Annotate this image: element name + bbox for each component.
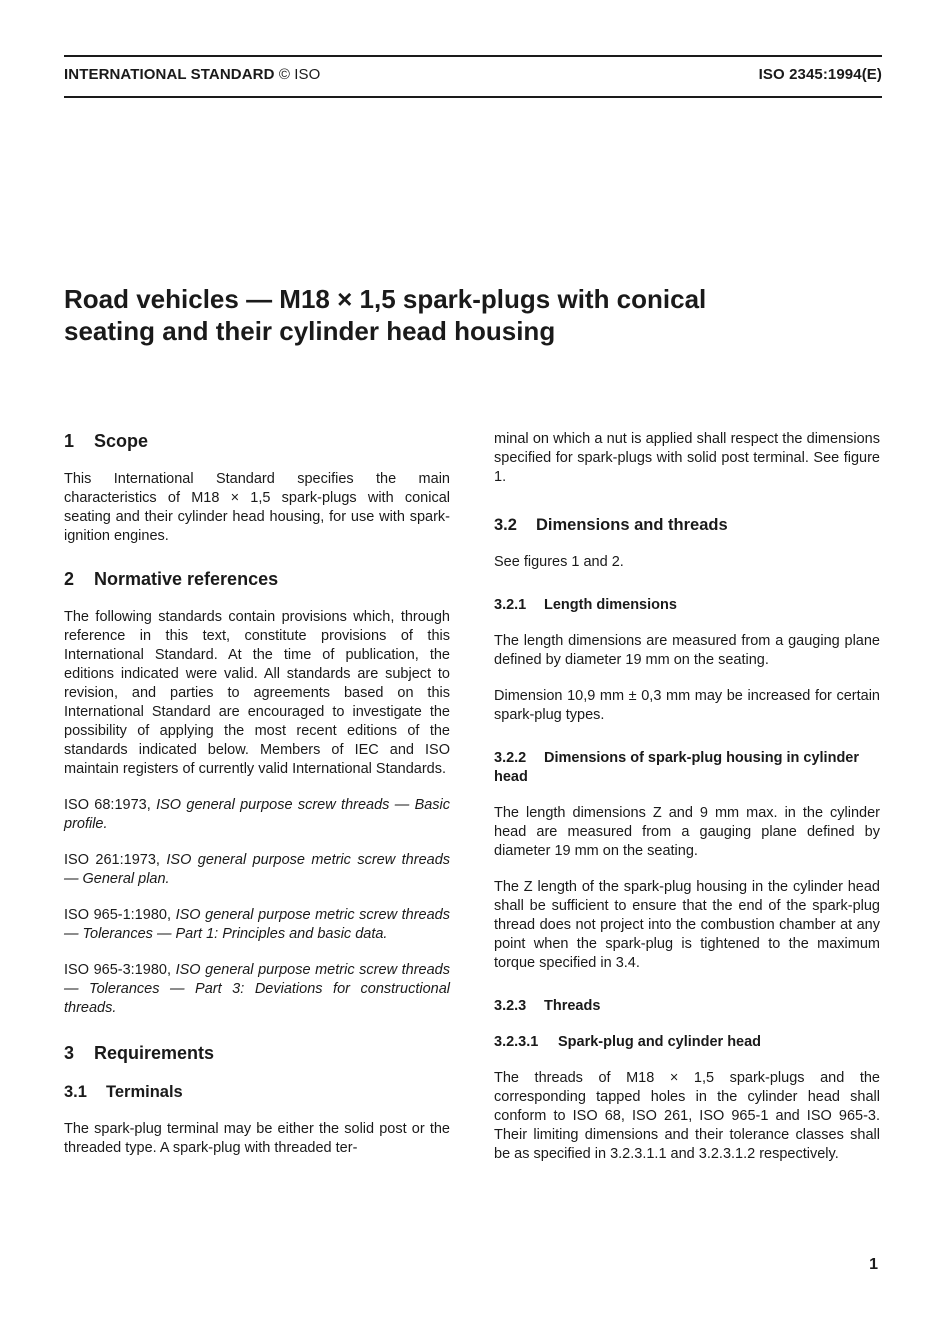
normative-references-paragraph: The following standards contain provisions which, through reference in this text, constitute provisions of this International Standard. At the time of publication, the editions indicated were valid. All standards are subject to revision, and parties to agreements based on this International Standard are encouraged to investigate the possibility of applying the most recent editions of the standards indicated below. Members of IEC and ISO maintain registers of currently valid International Standards.	[64, 609, 450, 777]
section-number: 3	[64, 1043, 75, 1063]
header-rule-bottom	[64, 96, 882, 98]
section-number: 3.2.3	[494, 998, 527, 1014]
reference-title: ISO general purpose metric screw threads — Tolerances — Part 3: Deviations for constructional threads.	[64, 962, 450, 1016]
terminals-paragraph-continued: minal on which a nut is applied shall respect the dimensions specified for spark-plugs with solid post terminal. See figure 1.	[494, 431, 880, 485]
section-3-2-2-heading	[494, 749, 880, 787]
scope-paragraph: This International Standard specifies the main characteristics of M18 × 1,5 spark-plugs with conical seating and their cylinder head housing, for use with spark-ignition engines.	[64, 471, 450, 544]
reference-code: ISO 965-3:1980,	[64, 962, 171, 978]
reference-title: ISO general purpose metric screw threads — General plan.	[64, 852, 451, 887]
section-title: Spark-plug and cylinder head	[558, 1034, 762, 1050]
section-number: 3.2.2	[494, 750, 527, 766]
left-column	[64, 430, 450, 1175]
length-dimensions-paragraph-2: Dimension 10,9 mm ± 0,3 mm may be increased for certain spark-plug types.	[494, 688, 880, 723]
section-title: Scope	[94, 431, 149, 451]
section-title: Threads	[544, 998, 601, 1014]
housing-paragraph-2: The Z length of the spark-plug housing in the cylinder head shall be sufficient to ensure that the end of the spark-plug thread does not project into the combustion chamber at any point when the spark-plug is tightened to the maximum torque specified in 3.4.	[494, 879, 880, 971]
terminals-paragraph: The spark-plug terminal may be either the solid post or the threaded type. A spark-plug with threaded ter-	[64, 1121, 450, 1156]
title-line-1: Road vehicles — M18 × 1,5 spark-plugs with conical	[64, 284, 707, 314]
reference-iso-68	[64, 796, 450, 834]
page-number: 1	[869, 1256, 878, 1273]
header-rule-top	[64, 55, 882, 57]
section-3-2-1-heading	[494, 596, 880, 615]
reference-title: ISO general purpose metric screw threads — Tolerances — Part 1: Principles and basic data.	[64, 907, 450, 942]
right-column	[494, 430, 880, 1181]
section-3-2-heading	[494, 515, 880, 535]
section-1-heading	[64, 430, 450, 452]
reference-iso-965-1	[64, 906, 450, 944]
page-title	[64, 283, 904, 347]
section-title: Requirements	[94, 1043, 215, 1063]
reference-code: ISO 68:1973,	[64, 797, 151, 813]
section-number: 1	[64, 431, 75, 451]
header-document-code: ISO 2345:1994(E)	[758, 66, 882, 83]
section-number: 2	[64, 569, 75, 589]
header-standard-label: INTERNATIONAL STANDARD	[64, 66, 275, 83]
section-title: Length dimensions	[544, 597, 677, 613]
section-title: Dimensions of spark-plug housing in cylinder head	[494, 750, 860, 785]
section-title: Normative references	[94, 569, 279, 589]
section-number: 3.2	[494, 516, 517, 534]
header-left	[64, 66, 320, 83]
section-3-2-3-heading	[494, 997, 880, 1016]
section-number: 3.2.1	[494, 597, 527, 613]
reference-iso-261	[64, 851, 450, 889]
reference-code: ISO 965-1:1980,	[64, 907, 171, 923]
threads-paragraph: The threads of M18 × 1,5 spark-plugs and the corresponding tapped holes in the cylinder head shall conform to ISO 68, ISO 261, ISO 965-1 and ISO 965-3. Their limiting dimensions and their tolerance classes shall be as specified in 3.2.3.1.1 and 3.2.3.1.2 respectively.	[494, 1070, 880, 1162]
section-number: 3.1	[64, 1083, 87, 1101]
reference-title: ISO general purpose screw threads — Basic profile.	[64, 797, 451, 832]
section-number: 3.2.3.1	[494, 1034, 539, 1050]
reference-code: ISO 261:1973,	[64, 852, 160, 868]
dimensions-threads-paragraph: See figures 1 and 2.	[494, 554, 624, 570]
length-dimensions-paragraph-1: The length dimensions are measured from a gauging plane defined by diameter 19 mm on the seating.	[494, 633, 880, 668]
section-3-2-3-1-heading	[494, 1033, 880, 1052]
section-3-1-heading	[64, 1082, 450, 1102]
housing-paragraph-1: The length dimensions Z and 9 mm max. in the cylinder head are measured from a gauging plane defined by diameter 19 mm on the seating.	[494, 805, 880, 859]
section-title: Terminals	[106, 1083, 183, 1101]
section-3-heading	[64, 1042, 450, 1064]
reference-iso-965-3	[64, 961, 450, 1018]
section-2-heading	[64, 568, 450, 590]
header-copyright: © ISO	[278, 66, 321, 83]
section-title: Dimensions and threads	[536, 516, 728, 534]
title-line-2: seating and their cylinder head housing	[64, 316, 556, 346]
